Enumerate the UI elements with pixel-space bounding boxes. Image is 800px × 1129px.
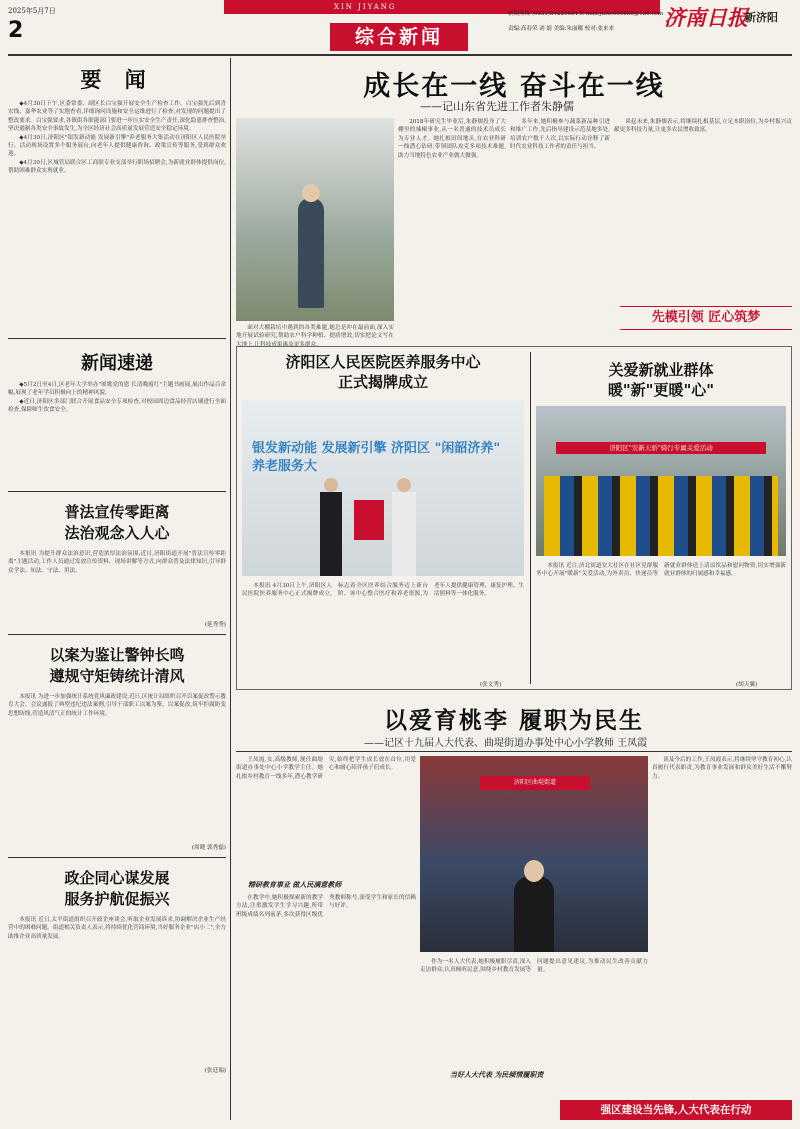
staff-credits: 责编:高春荣 刘 婧 美编:朱丽娜 校对:张来来 <box>508 26 615 32</box>
headline-law-a: 普法宣传零距离 <box>64 503 170 521</box>
feature2-col-3: 作为一名人大代表,她积极履职尽责,深入走访群众,认真倾听民意,围绕乡村教育发展等问题提出意见建议,为推动民生改善贡献力量。 <box>420 959 648 974</box>
news-brief-2: ◆5月2日至4日,区老年大学举办"颂歌党的恩 长清晚霞红"主题书画展,展出作品百余幅,展现了老年学员积极向上的精神风貌。 ◆近日,济阳区多部门联合开展食品安全专项检查,对校园周边食品经营店铺进行全面检查,保障师生饮食安全。 <box>8 382 226 414</box>
section-title: 综合新闻 <box>330 23 468 51</box>
feature2-col-2: 在教学中,她积极探索新的教学方法,注重激发学生学习兴趣,所带班级成绩名列前茅,多次获得区级优秀教师称号,深受学生和家长的信赖与好评。 <box>236 895 416 918</box>
headline-gov-a: 政企同心谋发展 <box>64 869 170 887</box>
hotline: 新闻热线 (0531)84229684 E-mail:jizhe666888@126.com <box>508 11 664 17</box>
feature-col-4: 谈起未来,朱静儒表示,将继续扎根基层,立足本职岗位,为乡村振兴贡献更多科技力量,让更多农民增收致富。 <box>614 119 792 134</box>
feature2-col-4: 谈及今后的工作,王凤霞表示,将继续坚守教育初心,认真履行代表职责,为教育事业发展和群众美好生活不懈努力。 <box>652 757 792 780</box>
photo-teacher: 济阳区曲堤街道 <box>420 756 648 952</box>
banner-pioneer: 先模引领 匠心筑梦 <box>620 306 792 330</box>
feature-col-3: 多年来,她积极参与蔬菜新品种引进和推广工作,先后指导建设示范基地多处,培训农户数千人次,以实际行动诠释了新时代农业科技工作者的责任与担当。 <box>510 119 610 151</box>
feature2-sub1: 精研教育事业 做人民满意教师 <box>248 880 342 889</box>
feature2-title: 以爱育桃李 履职为民生 <box>383 707 644 734</box>
headline-law-b: 法治观念入人心 <box>64 524 170 542</box>
story3-title-b: 暖"新"更暖"心" <box>607 381 715 399</box>
article-stats: 本报讯 为进一步加强统计系统党风廉政建设,近日,区统计局组织召开以案促改警示教育大会。会议通报了典型违纪违法案例,引导干部职工以案为鉴、以案促改,筑牢拒腐防变思想防线,营造风清气正的统计工作环境。 <box>8 694 226 717</box>
photo-researcher <box>236 118 394 321</box>
story2-title-b: 正式揭牌成立 <box>337 373 428 391</box>
story2-author: (张文秀) <box>480 682 502 688</box>
photo-couriers: 济阳区"安新天骄"骑行专属关爱活动 <box>536 406 786 556</box>
feature-col-2: 面对大棚栽培中遇到的各类难题,她总是冲在最前面,深入实地开展试验研究,帮助农户科学种植、提质增效,切实把论文写在大地上,让科技成果惠及更多群众。 <box>236 325 394 348</box>
story3-body: 本报讯 近日,济北街道安大社区在社区党群服务中心开展"暖新"关爱活动,为外卖员、快递员等新就业群体送上清凉饮品和慰问物资,切实增强新就业群体的归属感和幸福感。 <box>536 563 786 578</box>
photo-ceremony: 银发新动能 发展新引擎 济阳区 "闲韶济养" 养老服务大 <box>242 400 524 576</box>
feature-subtitle: ——记山东省先进工作者朱静儒 <box>420 100 574 113</box>
paper-logo: 济南日报 <box>664 5 748 30</box>
feature2-col-1: 王凤霞,女,高级教师,现任曲堤街道办事处中心小学教学主任。她扎根乡村教育一线多年,潜心教学研究,始终把学生成长放在首位,用爱心和耐心陪伴孩子们成长。 <box>236 757 416 780</box>
edition-name: 新济阳 <box>745 11 778 24</box>
author-law: (延秀秀) <box>204 622 226 628</box>
feature-col-1: 2018年研究生毕业后,朱静儒投身了大棚里的辣椒事业,从一名普通的技术员成长为专业人才。她扎根田间地头,在农业科研一线潜心钻研,带领团队攻克多项技术难题,助力当地特色农业产业做大做强。 <box>398 119 506 159</box>
news-brief-1: ◆4月30日下午,区委常委、副区长白宝强开展安全生产检查工作。白宝强先后到青宏线、嘉华农业等了实地查看,详细询问设施和安全运维进行了检查,对发现的问题提出了整改要求。白宝强要求,各镇街各职能部门要进一步压实安全生产责任,深化隐患排查整治,坚决遏制各类安全事故发生,为全区经济社会高质量发展营造安全稳定环境。 ◆4月30日,济阳区"银发新动能 发展新引擎"养老服务大集活动在济阳区人民医院举行。活动现场设置多个服务展台,向老年人提供健康咨询、政策宣传等服务,受到群众欢迎。 ◆4月30日,区城管局联合区工商联专业支部举行职场招聘会,为新就业群体提供岗位,帮助困难群众实现就业。 <box>8 101 226 175</box>
story2-title-a: 济阳区人民医院医养服务中心 <box>285 353 481 371</box>
headline-news: 要 闻 <box>80 67 154 92</box>
headline-gov-b: 服务护航促振兴 <box>64 890 170 908</box>
headline-express: 新闻速递 <box>81 353 153 374</box>
left-column <box>8 58 226 1120</box>
story3-title-a: 关爱新就业群体 <box>608 361 714 379</box>
banner-npc: 强区建设当先锋,人大代表在行动 <box>560 1100 792 1120</box>
feature2-sub2: 当好人大代表 为民倾情履职责 <box>450 1070 544 1079</box>
page-number: 2 <box>8 18 24 43</box>
author-stats: (周晓 郭秀磊) <box>191 845 226 851</box>
feature2-subtitle: ——记区十九届人大代表、曲堤街道办事处中心小学教师 王凤霞 <box>364 738 648 749</box>
story3-author: (胡天翼) <box>736 682 758 688</box>
issue-date: 2025年5月7日 <box>8 7 56 15</box>
author-gov: (张廷瑞) <box>204 1068 226 1074</box>
story2-body: 本报讯 4月30日上午,济阳区人民医院医养服务中心正式揭牌成立,标志着全区医养结合服务迈上新台阶。该中心整合医疗和养老资源,为老年人提供健康管理、康复护理、生活照料等一体化服务。 <box>242 583 524 598</box>
article-law: 本报讯 为提升群众法治意识,营造浓厚法治氛围,近日,济阳街道开展"普法宣传零距离"主题活动,工作人员通过发放宣传资料、现场讲解等方式,向群众普及法律知识,引导群众学法、知法、守法、用法。 <box>8 551 226 574</box>
feature-title: 成长在一线 奋斗在一线 <box>363 71 665 102</box>
pinyin-bar: XIN JIYANG <box>224 0 660 14</box>
headline-stats-a: 以案为鉴让警钟长鸣 <box>49 646 185 664</box>
headline-stats-b: 遵规守矩铸统计清风 <box>49 667 185 685</box>
article-gov: 本报讯 近日,太平街道组织召开政企座谈会,听取企业发展诉求,协调解决企业生产经营中的困难问题。街道相关负责人表示,将持续优化营商环境,当好服务企业"店小二",全力助推企业高质量发展。 <box>8 917 226 940</box>
